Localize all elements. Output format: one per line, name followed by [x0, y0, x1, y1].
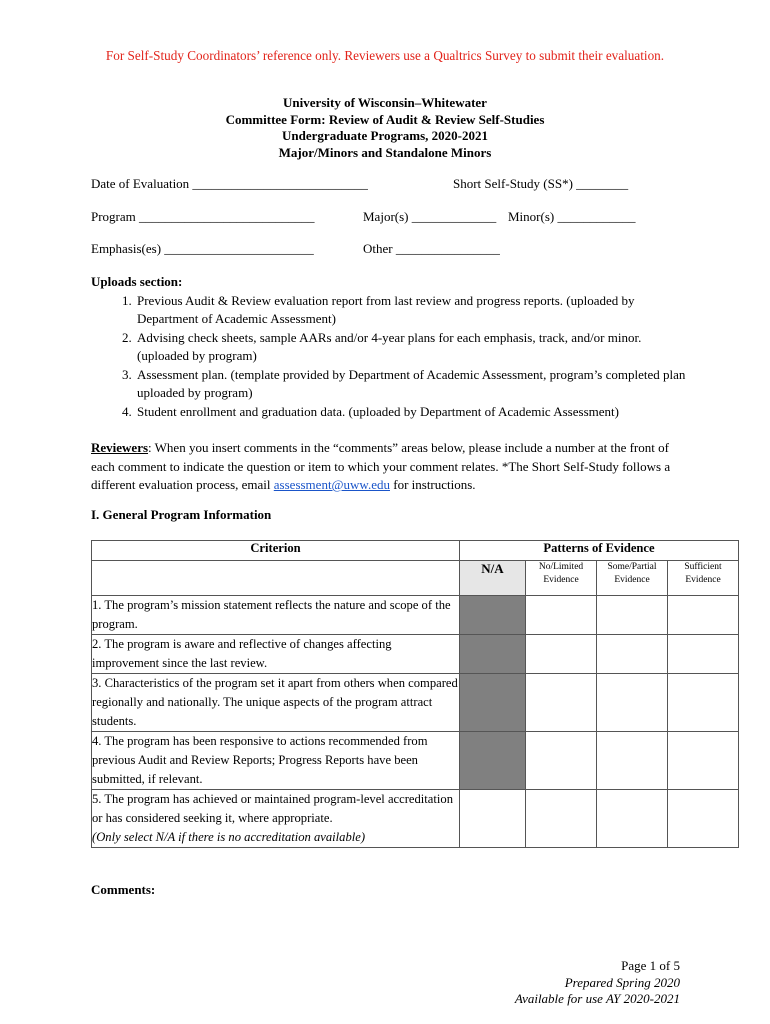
some-partial-evidence-cell[interactable] [597, 674, 668, 732]
sufficient-evidence-cell[interactable] [668, 674, 739, 732]
emphasis-field[interactable]: Emphasis(es) _______________________ [91, 241, 314, 256]
criterion-header: Criterion [92, 541, 460, 561]
program-field[interactable]: Program ___________________________ [91, 209, 315, 224]
uploads-list [91, 292, 691, 422]
some-partial-evidence-cell[interactable] [597, 732, 668, 790]
form-header [0, 95, 770, 161]
some-partial-evidence-cell[interactable] [597, 790, 668, 848]
sufficient-evidence-cell[interactable] [668, 790, 739, 848]
page-number: Page 1 of 5 [621, 958, 680, 973]
evidence-header-sufficient [668, 561, 739, 596]
na-cell [460, 596, 526, 635]
no-limited-evidence-cell[interactable] [526, 732, 597, 790]
availability: Available for use AY 2020-2021 [514, 991, 680, 1006]
evidence-label: No/Limited [538, 562, 584, 572]
criterion-subheader [92, 561, 460, 596]
form-title: Committee Form: Review of Audit & Review Self-Studies [225, 111, 545, 127]
evidence-label: Some/Partial [607, 562, 657, 572]
upload-item: 2. Advising check sheets, sample AARs and/or 4-year plans for each emphasis, track, and/or minor. (uploaded by program) [135, 329, 691, 366]
table-row [92, 635, 739, 674]
na-cell [460, 674, 526, 732]
table-subheader-row [92, 561, 739, 596]
table-row [92, 596, 739, 635]
criteria-table [91, 540, 739, 848]
upload-item: 3. Assessment plan. (template provided by Department of Academic Assessment, program’s completed plan uploaded by program) [135, 366, 691, 403]
assessment-email-link[interactable]: assessment@uww.edu [273, 477, 390, 492]
na-cell [460, 732, 526, 790]
section-title: I. General Program Information [91, 507, 272, 522]
no-limited-evidence-cell[interactable] [526, 674, 597, 732]
evidence-header-no-limited [526, 561, 597, 596]
evidence-label: Evidence [543, 575, 579, 585]
patterns-header: Patterns of Evidence [460, 541, 739, 561]
reviewers-instructions [91, 439, 691, 495]
table-header-row [92, 541, 739, 561]
evidence-label: Sufficient [684, 562, 722, 572]
evidence-label: Evidence [685, 575, 721, 585]
criterion-cell [92, 790, 460, 848]
university-name: University of Wisconsin–Whitewater [283, 95, 487, 110]
criterion-text: 3. Characteristics of the program set it apart from others when compared regionally and nationally. The unique aspects of the program attract students. [92, 674, 460, 732]
na-cell [460, 635, 526, 674]
reference-notice: For Self-Study Coordinators’ reference only. Reviewers use a Qualtrics Survey to submit their evaluation. [105, 48, 665, 63]
sufficient-evidence-cell[interactable] [668, 732, 739, 790]
upload-item: 4. Student enrollment and graduation data. (uploaded by Department of Academic Assessment) [135, 403, 691, 422]
reviewers-label: Reviewers [91, 440, 149, 455]
criterion-text: 2. The program is aware and reflective of changes affecting improvement since the last review. [92, 635, 460, 674]
no-limited-evidence-cell[interactable] [526, 596, 597, 635]
some-partial-evidence-cell[interactable] [597, 596, 668, 635]
table-row [92, 732, 739, 790]
other-field[interactable]: Other ________________ [363, 241, 500, 256]
reviewers-text: : When you insert comments in the “comments” areas below, please include a number at the front of each comment to indicate the question or item to which your comment relates. *The Short Self-Study follows a different evaluation process, email [91, 440, 671, 492]
prepared-date: Prepared Spring 2020 [564, 974, 680, 990]
uploads-section [91, 273, 691, 421]
criterion-text: 4. The program has been responsive to actions recommended from previous Audit and Review Reports; Progress Reports have been submitted, if relevant. [92, 732, 460, 790]
short-self-study-field[interactable]: Short Self-Study (SS*) ________ [453, 176, 629, 191]
date-of-evaluation-field[interactable]: Date of Evaluation ___________________________ [91, 176, 368, 191]
na-cell[interactable] [460, 790, 526, 848]
na-header: N/A [460, 561, 526, 596]
some-partial-evidence-cell[interactable] [597, 635, 668, 674]
table-row [92, 790, 739, 848]
accreditation-note: (Only select N/A if there is no accreditation available) [92, 830, 366, 844]
table-row [92, 674, 739, 732]
criterion-text: 1. The program’s mission statement reflects the nature and scope of the program. [92, 596, 460, 635]
minors-field[interactable]: Minor(s) ____________ [508, 209, 636, 224]
page-footer [515, 958, 680, 1008]
reviewers-text-end: for instructions. [389, 477, 476, 492]
upload-item: 1. Previous Audit & Review evaluation report from last review and progress reports. (uploaded by Department of Academic Assessment) [135, 292, 691, 329]
uploads-title: Uploads section: [91, 274, 183, 289]
comments-label: Comments: [91, 882, 156, 897]
evidence-header-some-partial [597, 561, 668, 596]
criterion-text: 5. The program has achieved or maintained program-level accreditation or has considered seeking it, where appropriate. [92, 792, 453, 825]
evidence-label: Evidence [614, 575, 650, 585]
majors-field[interactable]: Major(s) _____________ [363, 209, 497, 224]
sufficient-evidence-cell[interactable] [668, 596, 739, 635]
sufficient-evidence-cell[interactable] [668, 635, 739, 674]
program-level: Undergraduate Programs, 2020-2021 [282, 128, 488, 143]
no-limited-evidence-cell[interactable] [526, 635, 597, 674]
no-limited-evidence-cell[interactable] [526, 790, 597, 848]
program-type: Major/Minors and Standalone Minors [278, 144, 492, 160]
